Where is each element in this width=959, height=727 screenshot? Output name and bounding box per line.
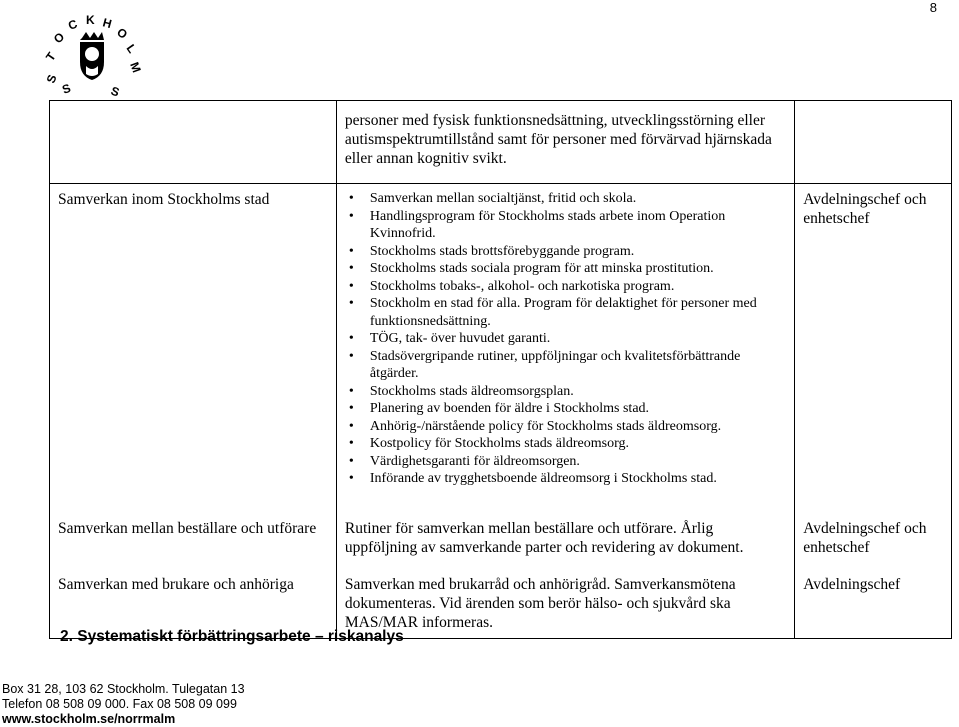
row-label: Samverkan med brukare och anhöriga (50, 557, 337, 639)
bullet-item: • Stadsövergripande rutiner, uppföljningar och kvalitetsförbättrande åtgärder. (345, 348, 786, 383)
bullet-item: • Samverkan mellan socialtjänst, fritid och skola. (345, 190, 786, 208)
row-responsible (795, 101, 952, 184)
bullet-item: • Anhörig-/närstående policy för Stockholms stads äldreomsorg. (345, 418, 786, 436)
row-description: Samverkan med brukarråd och anhörigråd. Samverkansmötena dokumenteras. Vid ärenden som berör hälso- och sjukvård ska MAS/MAR informeras. (336, 557, 794, 639)
bullet-item: • TÖG, tak- över huvudet garanti. (345, 330, 786, 348)
bullet-item: • Planering av boenden för äldre i Stockholms stad. (345, 400, 786, 418)
svg-text:H: H (101, 15, 114, 32)
footer-website-link[interactable]: www.stockholm.se/norrmalm (2, 712, 176, 726)
svg-text:S: S (108, 83, 122, 100)
svg-text:O: O (50, 29, 68, 47)
table-row (50, 101, 952, 184)
row-label: Samverkan mellan beställare och utförare (50, 494, 337, 557)
page-number: 8 (929, 0, 937, 15)
svg-text:S: S (43, 72, 60, 86)
table-row (50, 494, 952, 557)
row-label: Samverkan inom Stockholms stad (50, 184, 337, 494)
row-responsible: Avdelningschef och enhetschef (795, 494, 952, 557)
svg-text:K: K (86, 13, 95, 27)
bullet-item: • Stockholms tobaks-, alkohol- och narkotiska program. (345, 278, 786, 296)
footer-address: Box 31 28, 103 62 Stockholm. Tulegatan 13 (2, 682, 245, 696)
svg-text:T: T (42, 49, 59, 64)
row-description: Rutiner för samverkan mellan beställare och utförare. Årlig uppföljning av samverkande parter och revidering av dokument. (336, 494, 794, 557)
svg-text:C: C (66, 16, 80, 33)
svg-text:L: L (123, 41, 140, 56)
bullet-item: • Handlingsprogram för Stockholms stads arbete inom Operation Kvinnofrid. (345, 208, 786, 243)
row-responsible: Avdelningschef och enhetschef (795, 184, 952, 494)
row-bullets (336, 184, 794, 494)
row-description: personer med fysisk funktionsnedsättning, utvecklingsstörning eller autismspektrumtillstånd samt för personer med förvärvad hjärnskada eller annan kognitiv svikt. (336, 101, 794, 184)
bullet-item: • Stockholms stads äldreomsorgsplan. (345, 383, 786, 401)
footer (2, 682, 245, 727)
bullet-item: • Stockholm en stad för alla. Program för delaktighet för personer med funktionsnedsättning. (345, 295, 786, 330)
section-heading: 2. Systematiskt förbättringsarbete – riskanalys (60, 628, 404, 645)
responsibility-table (49, 100, 952, 639)
svg-text:O: O (114, 24, 130, 42)
row-responsible: Avdelningschef (795, 557, 952, 639)
bullet-item: • Stockholms stads sociala program för att minska prostitution. (345, 260, 786, 278)
bullet-item: • Värdighetsgaranti för äldreomsorgen. (345, 453, 786, 471)
row-label (50, 101, 337, 184)
svg-text:S: S (60, 80, 73, 97)
bullet-item: • Kostpolicy för Stockholms stads äldreomsorg. (345, 435, 786, 453)
bullet-item: • Stockholms stads brottsförebyggande program. (345, 243, 786, 261)
svg-text:M: M (127, 60, 144, 75)
bullet-item: • Införande av trygghetsboende äldreomsorg i Stockholms stad. (345, 470, 786, 488)
table-row (50, 184, 952, 494)
bullet-list (345, 190, 786, 488)
footer-phone: Telefon 08 508 09 000. Fax 08 508 09 099 (2, 697, 237, 711)
stockholm-seal-logo (42, 13, 144, 100)
table-row (50, 557, 952, 639)
